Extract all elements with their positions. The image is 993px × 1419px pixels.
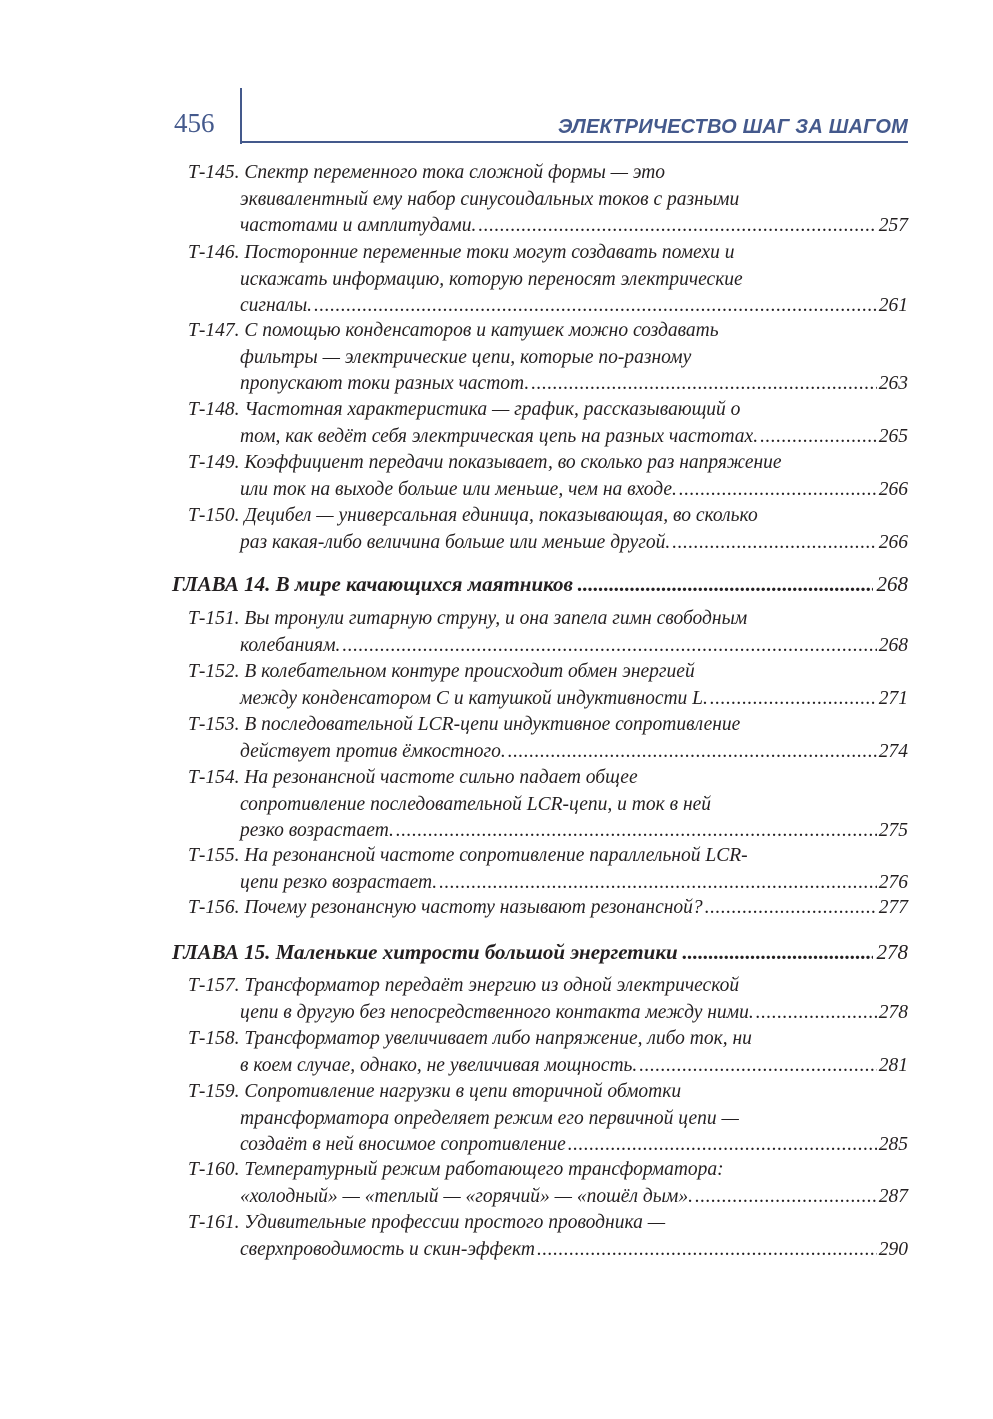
- toc-entry[interactable]: [188, 659, 908, 712]
- entry-last-line: [188, 1237, 908, 1264]
- entry-line: искажать информацию, которую переносят электрические: [240, 268, 743, 290]
- running-title: ЭЛЕКТРИЧЕСТВО ШАГ ЗА ШАГОМ: [557, 116, 908, 138]
- entry-page-number: 274: [878, 740, 908, 762]
- dot-leader: [682, 940, 873, 965]
- entry-line: Т-145. Спектр переменного тока сложной формы — это: [188, 162, 666, 183]
- dot-leader: [508, 739, 877, 766]
- toc-entry[interactable]: [188, 318, 908, 398]
- entry-page-number: 277: [878, 897, 908, 918]
- dot-leader: [478, 213, 876, 240]
- entry-line: Т-157. Трансформатор передаёт энергию из одной электрической: [188, 975, 740, 996]
- toc-entry[interactable]: [188, 1026, 908, 1079]
- toc-entry[interactable]: [188, 973, 908, 1026]
- header-horizontal-rule: [240, 141, 908, 143]
- entry-line: частотами и амплитудами.: [240, 215, 477, 236]
- entry-line: Т-148. Частотная характеристика — график, рассказывающий о: [188, 399, 741, 420]
- entry-line: Т-153. В последовательной LCR-цепи индуктивное сопротивление: [188, 714, 741, 735]
- entry-line: Т-149. Коэффициент передачи показывает, во сколько раз напряжение: [188, 452, 782, 473]
- toc-entry[interactable]: [188, 895, 908, 922]
- entry-line: том, как ведёт себя электрическая цепь на разных частотах.: [240, 425, 759, 447]
- dot-leader: [710, 686, 877, 713]
- page-header: [0, 0, 993, 150]
- dot-leader: [568, 1132, 877, 1159]
- entry-page-number: 281: [878, 1054, 908, 1076]
- entry-page-number: 266: [878, 531, 908, 553]
- entry-line: Т-147. С помощью конденсаторов и катушек можно создавать: [188, 320, 719, 341]
- entry-line: «холодный» — «теплый — «горячий» — «пошёл дым».: [240, 1185, 693, 1207]
- dot-leader: [695, 1184, 877, 1211]
- entry-line: Т-160. Температурный режим работающего трансформатора:: [188, 1159, 724, 1180]
- dot-leader: [439, 870, 877, 897]
- entry-line: цепи резко возрастает.: [240, 871, 438, 893]
- entry-line: Т-152. В колебательном контуре происходит обмен энергией: [188, 661, 695, 682]
- entry-page-number: 266: [878, 478, 908, 500]
- entry-last-line: [188, 477, 908, 504]
- entry-line: раз какая-либо величина больше или меньше другой.: [240, 531, 671, 553]
- dot-leader: [705, 895, 877, 922]
- toc-entry[interactable]: [188, 1157, 908, 1210]
- entry-last-line: [188, 213, 908, 240]
- entry-page-number: 275: [878, 820, 908, 841]
- entry-line: Т-150. Децибел — универсальная единица, показывающая, во сколько: [188, 505, 758, 526]
- entry-page-number: 261: [878, 295, 908, 316]
- entry-last-line: [188, 818, 908, 845]
- entry-page-number: 285: [878, 1134, 908, 1155]
- entry-line: между конденсатором С и катушкой индуктивности L.: [240, 687, 708, 709]
- chapter-page-number: 278: [876, 940, 908, 964]
- entry-line: Т-159. Сопротивление нагрузки в цепи вторичной обмотки: [188, 1081, 682, 1102]
- entry-last-line: [188, 633, 908, 660]
- entry-line: сопротивление последовательной LCR-цепи, и ток в ней: [240, 793, 712, 815]
- entry-line: в коем случае, однако, не увеличивая мощность.: [240, 1054, 638, 1076]
- entry-line: Т-154. На резонансной частоте сильно падает общее: [188, 767, 638, 788]
- page-number: 456: [174, 108, 215, 138]
- entry-last-line: [188, 1132, 908, 1159]
- entry-line: Т-151. Вы тронули гитарную струну, и она запела гимн свободным: [188, 608, 748, 629]
- dot-leader: [396, 818, 877, 845]
- entry-last-line: [188, 293, 908, 320]
- dot-leader: [531, 371, 877, 398]
- toc-entry[interactable]: [188, 397, 908, 450]
- toc-entry[interactable]: [188, 160, 908, 240]
- entry-line: Т-158. Трансформатор увеличивает либо напряжение, либо ток, ни: [188, 1028, 752, 1049]
- entry-line: трансформатора определяет режим его первичной цепи —: [240, 1107, 739, 1129]
- entry-line: Т-161. Удивительные профессии простого проводника —: [188, 1212, 666, 1233]
- entry-page-number: 278: [878, 1001, 908, 1023]
- entry-last-line: [188, 530, 908, 557]
- entry-last-line: [188, 739, 908, 766]
- chapter-title: ГЛАВА 15. Маленькие хитрости большой энергетики: [172, 940, 678, 964]
- entry-last-line: [188, 1053, 908, 1080]
- dot-leader: [577, 572, 873, 597]
- dot-leader: [756, 1000, 877, 1027]
- entry-page-number: 290: [878, 1238, 908, 1260]
- entry-last-line: [188, 1184, 908, 1211]
- toc-entry[interactable]: [188, 240, 908, 320]
- entry-line: или ток на выходе больше или меньше, чем на входе.: [240, 478, 677, 500]
- dot-leader: [537, 1237, 877, 1264]
- chapter-title: ГЛАВА 14. В мире качающихся маятников: [172, 572, 573, 596]
- toc-entry[interactable]: [188, 843, 908, 896]
- toc-entry[interactable]: [188, 712, 908, 765]
- chapter-heading[interactable]: [172, 940, 908, 965]
- dot-leader: [679, 477, 877, 504]
- chapter-page-number: 268: [876, 572, 908, 596]
- entry-line: резко возрастает.: [240, 820, 394, 841]
- entry-line: создаёт в ней вносимое сопротивление: [240, 1134, 566, 1155]
- entry-page-number: 276: [878, 871, 908, 893]
- entry-page-number: 271: [878, 687, 908, 709]
- entry-last-line: [188, 1000, 908, 1027]
- entry-last-line: [188, 371, 908, 398]
- chapter-heading[interactable]: [172, 572, 908, 597]
- entry-line: сигналы.: [240, 295, 313, 316]
- entry-line: Т-156. Почему резонансную частоту называют резонансной?: [188, 897, 703, 918]
- toc-entry[interactable]: [188, 1210, 908, 1263]
- dot-leader: [639, 1053, 876, 1080]
- toc-entry[interactable]: [188, 1079, 908, 1159]
- dot-leader: [672, 530, 877, 557]
- toc-entry[interactable]: [188, 606, 908, 659]
- toc-entry[interactable]: [188, 503, 908, 556]
- entry-line: действует против ёмкостного.: [240, 740, 506, 762]
- entry-line: сверхпроводимость и скин-эффект: [240, 1238, 535, 1260]
- toc-entry[interactable]: [188, 450, 908, 503]
- entry-line: фильтры — электрические цепи, которые по-разному: [240, 346, 692, 368]
- header-vertical-rule: [240, 88, 242, 144]
- entry-last-line: [188, 870, 908, 897]
- entry-line: пропускают токи разных частот.: [240, 373, 530, 394]
- dot-leader: [342, 633, 876, 660]
- entry-last-line: [188, 895, 908, 922]
- entry-page-number: 257: [878, 215, 908, 236]
- entry-page-number: 265: [878, 425, 908, 447]
- toc-entry[interactable]: [188, 765, 908, 845]
- dot-leader: [760, 424, 877, 451]
- entry-line: эквивалентный ему набор синусоидальных токов с разными: [240, 188, 740, 210]
- dot-leader: [314, 293, 877, 320]
- entry-line: Т-146. Посторонние переменные токи могут создавать помехи и: [188, 242, 735, 263]
- entry-line: Т-155. На резонансной частоте сопротивление параллельной LCR-: [188, 845, 748, 866]
- entry-page-number: 287: [878, 1185, 908, 1207]
- entry-last-line: [188, 686, 908, 713]
- entry-line: цепи в другую без непосредственного контакта между ними.: [240, 1001, 754, 1023]
- entry-page-number: 263: [878, 373, 908, 394]
- entry-line: колебаниям.: [240, 634, 341, 656]
- entry-last-line: [188, 424, 908, 451]
- entry-page-number: 268: [878, 634, 908, 656]
